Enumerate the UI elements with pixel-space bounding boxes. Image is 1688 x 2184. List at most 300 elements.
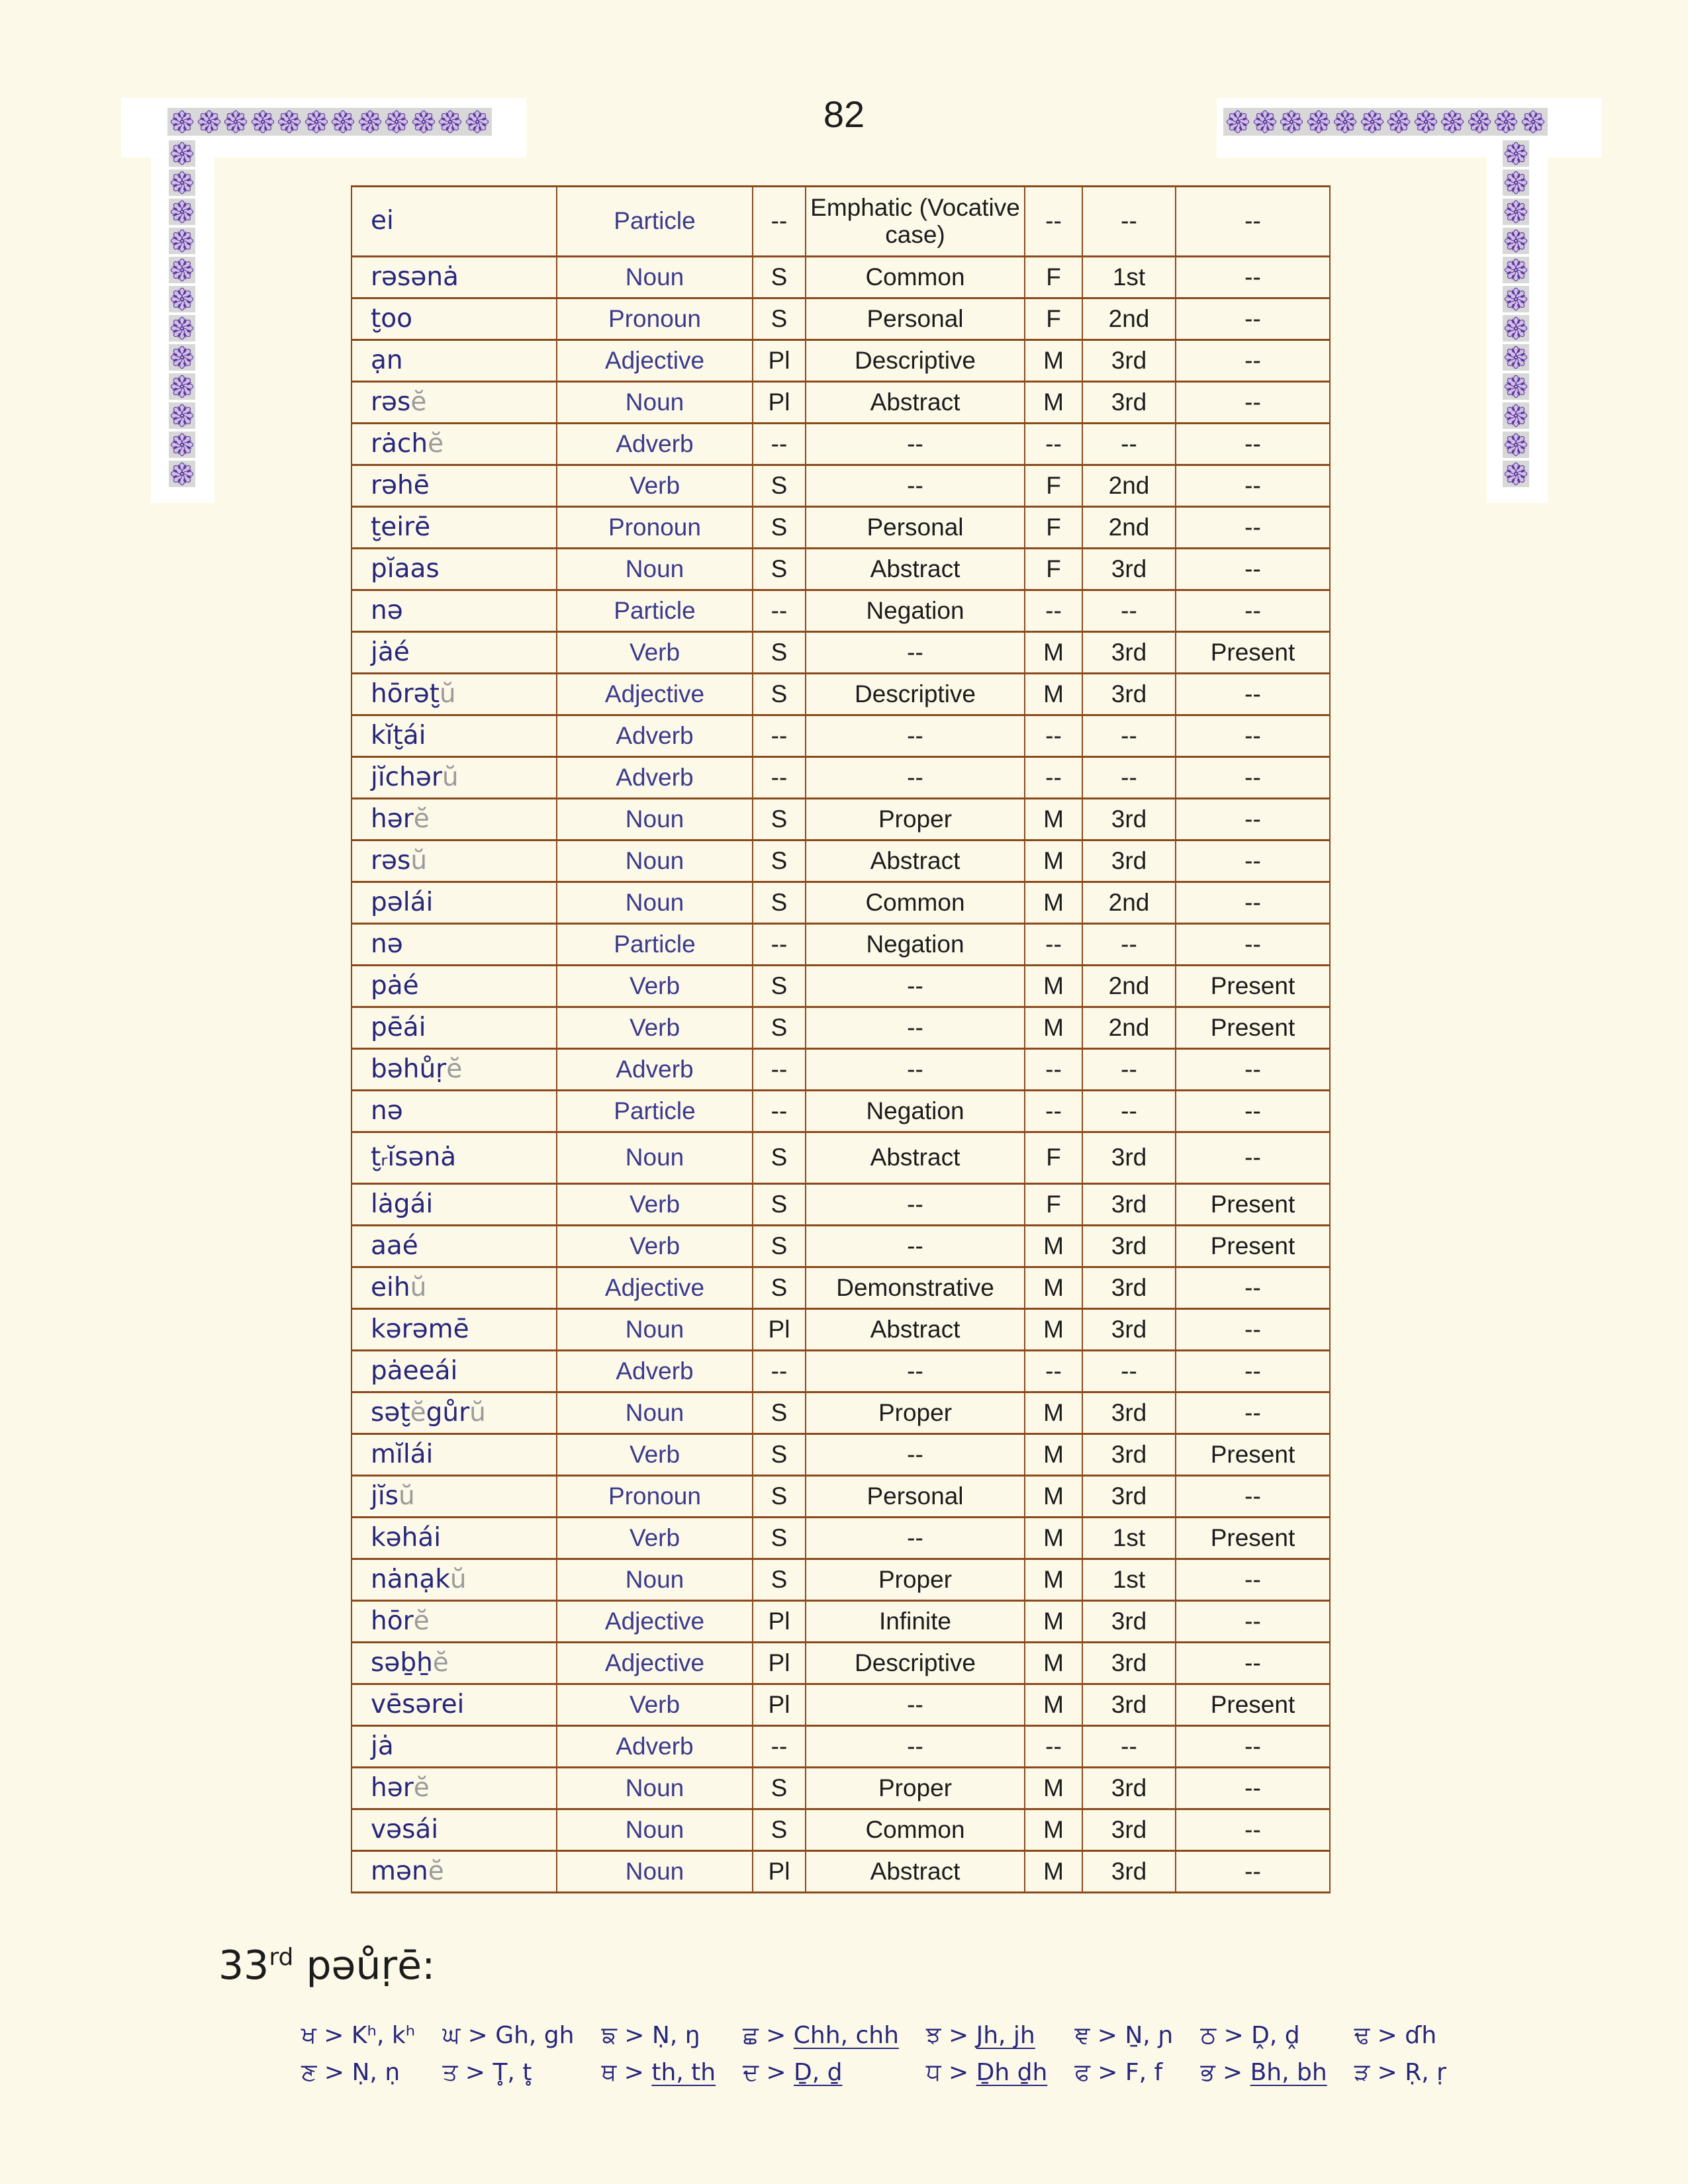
gender-cell: M <box>1025 1392 1082 1434</box>
tense-cell: -- <box>1176 1267 1330 1309</box>
type-cell: Abstract <box>806 1309 1025 1351</box>
gender-cell: F <box>1025 257 1082 298</box>
type-cell: -- <box>806 1518 1025 1559</box>
type-cell: -- <box>806 1049 1025 1091</box>
table-row <box>352 549 1330 590</box>
word-segment: nə <box>371 1095 403 1126</box>
pos-cell: Adverb <box>557 1726 753 1768</box>
gurmukhi-letter: ਙ > <box>601 2022 652 2049</box>
tense-cell: -- <box>1176 257 1330 298</box>
flower-ornament <box>1503 315 1529 341</box>
mapping-entry <box>743 2059 899 2087</box>
latin-transliteration: Ḏh ḏh <box>976 2059 1048 2086</box>
mapping-entry <box>601 2059 716 2087</box>
pos-cell: Pronoun <box>557 507 753 549</box>
word-segment: rəhē <box>371 470 430 500</box>
type-cell: Personal <box>806 298 1025 340</box>
table-row <box>352 1351 1330 1392</box>
type-cell: Infinite <box>806 1601 1025 1643</box>
type-cell: -- <box>806 1184 1025 1226</box>
mapping-entry <box>601 2022 716 2050</box>
type-cell: Negation <box>806 924 1025 966</box>
table-row <box>352 799 1330 841</box>
gender-cell: M <box>1025 841 1082 882</box>
tense-cell: -- <box>1176 507 1330 549</box>
latin-transliteration: F, f <box>1125 2059 1163 2086</box>
word-segment: kəhái <box>371 1522 442 1553</box>
mapping-entry <box>1200 2059 1327 2087</box>
pos-cell: Particle <box>557 924 753 966</box>
type-cell: -- <box>806 1226 1025 1267</box>
flower-ornament <box>1503 199 1529 225</box>
gender-cell: -- <box>1025 715 1082 757</box>
latin-transliteration: Jh, jh <box>976 2022 1035 2049</box>
gender-cell: M <box>1025 1226 1082 1267</box>
tense-cell: Present <box>1176 1434 1330 1476</box>
number-cell: S <box>753 1518 806 1559</box>
table-row <box>352 1518 1330 1559</box>
word-cell <box>352 1476 557 1518</box>
table-row <box>352 1851 1330 1893</box>
table-row <box>352 1267 1330 1309</box>
table-row <box>352 1643 1330 1684</box>
table-row <box>352 1132 1330 1184</box>
pos-cell: Verb <box>557 1518 753 1559</box>
word-segment: jĭs <box>371 1480 399 1511</box>
pos-cell: Noun <box>557 549 753 590</box>
pos-cell: Adjective <box>557 1267 753 1309</box>
person-cell: -- <box>1082 1726 1176 1768</box>
type-cell: -- <box>806 1684 1025 1726</box>
number-cell: S <box>753 1559 806 1601</box>
word-cell <box>352 590 557 632</box>
flower-icon <box>1504 345 1528 369</box>
pos-cell: Noun <box>557 1809 753 1851</box>
number-cell: -- <box>753 757 806 799</box>
gurmukhi-letter: ਣ > <box>301 2059 352 2086</box>
table-row <box>352 1601 1330 1643</box>
flower-icon <box>1504 462 1528 486</box>
word-segment: kərəmē <box>371 1314 469 1344</box>
table-row <box>352 507 1330 549</box>
word-segment: hər <box>371 1772 414 1803</box>
pos-cell: Noun <box>557 841 753 882</box>
person-cell: 2nd <box>1082 1007 1176 1049</box>
mapping-entry <box>1354 2059 1446 2087</box>
latin-transliteration: Ṉ, ɲ <box>1125 2022 1174 2049</box>
word-cell <box>352 340 557 382</box>
pos-cell: Adverb <box>557 757 753 799</box>
type-cell: Demonstrative <box>806 1267 1025 1309</box>
flower-border-left <box>169 140 197 487</box>
word-segment: sət̮ <box>371 1397 410 1428</box>
tense-cell: -- <box>1176 924 1330 966</box>
number-cell: S <box>753 1434 806 1476</box>
flower-icon <box>170 433 194 457</box>
pos-cell: Noun <box>557 882 753 924</box>
word-segment: t̮oo <box>371 303 413 334</box>
number-cell: S <box>753 1768 806 1809</box>
gender-cell: -- <box>1025 590 1082 632</box>
mapping-entry <box>1074 2022 1173 2050</box>
flower-ornament <box>1503 461 1529 487</box>
gurmukhi-letter: ਠ > <box>1200 2022 1252 2049</box>
tense-cell: -- <box>1176 1351 1330 1392</box>
gender-cell: M <box>1025 882 1082 924</box>
person-cell: 3rd <box>1082 1601 1176 1643</box>
pos-cell: Noun <box>557 1132 753 1184</box>
flower-ornament <box>1503 402 1529 429</box>
pos-cell: Adjective <box>557 340 753 382</box>
type-cell: Descriptive <box>806 340 1025 382</box>
mapping-entry <box>926 2022 1047 2050</box>
pos-cell: Adverb <box>557 1049 753 1091</box>
number-cell: S <box>753 465 806 507</box>
person-cell: 1st <box>1082 257 1176 298</box>
table-row <box>352 841 1330 882</box>
flower-icon <box>1504 171 1528 195</box>
type-cell: Common <box>806 882 1025 924</box>
gurmukhi-letter: ਝ > <box>925 2022 976 2049</box>
tense-cell: -- <box>1176 1643 1330 1684</box>
word-segment: pȧeeái <box>371 1355 458 1386</box>
latin-transliteration: T̥, t̥ <box>492 2059 532 2086</box>
number-cell: Pl <box>753 1601 806 1643</box>
tense-cell: Present <box>1176 1684 1330 1726</box>
person-cell: 2nd <box>1082 882 1176 924</box>
pos-cell: Adjective <box>557 1643 753 1684</box>
pos-cell: Noun <box>557 799 753 841</box>
tense-cell: -- <box>1176 187 1330 257</box>
word-cell <box>352 1392 557 1434</box>
table-row <box>352 424 1330 465</box>
word-silent-letter: ĕ <box>413 803 430 834</box>
latin-transliteration: Gh, gh <box>495 2022 575 2049</box>
type-cell: Abstract <box>806 1132 1025 1184</box>
table-row <box>352 1684 1330 1726</box>
word-segment: pȧé <box>371 970 419 1001</box>
person-cell: 3rd <box>1082 1476 1176 1518</box>
table-row <box>352 257 1330 298</box>
number-cell: S <box>753 882 806 924</box>
person-cell: 3rd <box>1082 1132 1176 1184</box>
person-cell: -- <box>1082 1091 1176 1132</box>
pos-cell: Pronoun <box>557 298 753 340</box>
word-cell <box>352 382 557 424</box>
tense-cell: Present <box>1176 1184 1330 1226</box>
type-cell: -- <box>806 632 1025 674</box>
word-cell <box>352 1267 557 1309</box>
gender-cell: -- <box>1025 1091 1082 1132</box>
word-segment: jĭchər <box>371 762 442 792</box>
pos-cell: Verb <box>557 1184 753 1226</box>
tense-cell: -- <box>1176 1049 1330 1091</box>
word-cell <box>352 1726 557 1768</box>
word-segment: nȧnạk <box>371 1564 450 1594</box>
gender-cell: -- <box>1025 924 1082 966</box>
pos-cell: Adverb <box>557 1351 753 1392</box>
pos-cell: Adverb <box>557 424 753 465</box>
person-cell: -- <box>1082 715 1176 757</box>
table-row <box>352 757 1330 799</box>
word-silent-letter: ŭ <box>469 1397 486 1428</box>
person-cell: 3rd <box>1082 1768 1176 1809</box>
word-segment: rəsənȧ <box>371 261 459 292</box>
tense-cell: -- <box>1176 549 1330 590</box>
number-cell: S <box>753 966 806 1007</box>
tense-cell: -- <box>1176 1476 1330 1518</box>
flower-ornament <box>169 199 195 225</box>
gender-cell: -- <box>1025 1351 1082 1392</box>
tense-cell: Present <box>1176 966 1330 1007</box>
type-cell: Descriptive <box>806 1643 1025 1684</box>
tense-cell: -- <box>1176 1392 1330 1434</box>
word-cell <box>352 1309 557 1351</box>
latin-transliteration: Ṇ, ṇ <box>352 2059 400 2086</box>
type-cell: Abstract <box>806 549 1025 590</box>
mapping-entry <box>743 2022 899 2050</box>
person-cell: 3rd <box>1082 799 1176 841</box>
word-segment: nə <box>371 929 403 959</box>
flower-icon <box>1504 258 1528 282</box>
tense-cell: -- <box>1176 382 1330 424</box>
word-cell <box>352 1132 557 1184</box>
flower-border-right <box>1503 140 1530 487</box>
word-segment: jȧé <box>371 637 410 667</box>
mapping-entry <box>926 2059 1047 2087</box>
flower-icon <box>170 462 194 486</box>
flower-ornament <box>1503 432 1529 458</box>
number-cell: -- <box>753 187 806 257</box>
table-row <box>352 632 1330 674</box>
person-cell: 3rd <box>1082 1184 1176 1226</box>
word-segment: jȧ <box>371 1731 394 1761</box>
flower-icon <box>1504 316 1528 340</box>
person-cell: -- <box>1082 757 1176 799</box>
number-cell: S <box>753 632 806 674</box>
word-segment: hər <box>371 803 414 834</box>
word-segment: lȧgái <box>371 1189 434 1219</box>
number-cell: S <box>753 1132 806 1184</box>
type-cell: -- <box>806 966 1025 1007</box>
gurmukhi-letter: ਭ > <box>1200 2059 1250 2086</box>
word-silent-letter: ĕ <box>428 428 444 459</box>
word-segment: ạn <box>371 345 403 375</box>
flower-icon <box>170 345 194 369</box>
number-cell: Pl <box>753 1851 806 1893</box>
word-segment: ei <box>371 206 394 236</box>
pauri-word: pəůṛē: <box>293 1942 436 1989</box>
tense-cell: -- <box>1176 799 1330 841</box>
flower-icon <box>1504 229 1528 253</box>
flower-ornament <box>169 373 195 400</box>
latin-transliteration: th, th <box>651 2059 716 2086</box>
flower-icon <box>170 171 194 195</box>
flower-ornament <box>169 140 195 167</box>
mapping-entry <box>301 2022 415 2050</box>
word-cell <box>352 1559 557 1601</box>
gender-cell: M <box>1025 1007 1082 1049</box>
type-cell: -- <box>806 1726 1025 1768</box>
word-segment: pēái <box>371 1012 426 1042</box>
word-cell <box>352 841 557 882</box>
table-row <box>352 1226 1330 1267</box>
gender-cell: M <box>1025 1267 1082 1309</box>
pos-cell: Noun <box>557 1392 753 1434</box>
person-cell: 2nd <box>1082 298 1176 340</box>
gurmukhi-letter: ਘ > <box>442 2022 496 2049</box>
table-row <box>352 1007 1330 1049</box>
gender-cell: M <box>1025 382 1082 424</box>
table-row <box>352 1049 1330 1091</box>
word-cell <box>352 924 557 966</box>
word-segment: bəhůṛ <box>371 1054 447 1084</box>
flower-ornament <box>169 257 195 283</box>
gurmukhi-letter: ਧ > <box>925 2059 976 2086</box>
person-cell: 3rd <box>1082 1309 1176 1351</box>
word-cell <box>352 757 557 799</box>
number-cell: S <box>753 1392 806 1434</box>
word-cell <box>352 1768 557 1809</box>
person-cell: 3rd <box>1082 674 1176 715</box>
type-cell: Abstract <box>806 1851 1025 1893</box>
table-row <box>352 298 1330 340</box>
word-silent-letter: ĕ <box>446 1054 463 1084</box>
gender-cell: M <box>1025 1643 1082 1684</box>
word-segment: aaé <box>371 1230 418 1261</box>
word-segment: t̮eirē <box>371 512 431 542</box>
type-cell: Abstract <box>806 841 1025 882</box>
number-cell: S <box>753 1184 806 1226</box>
flower-ornament <box>1503 228 1529 254</box>
gurmukhi-letter: ਞ > <box>1074 2022 1125 2049</box>
gurmukhi-letter: ਖ > <box>301 2022 352 2049</box>
flower-icon <box>170 375 194 398</box>
number-cell: S <box>753 1226 806 1267</box>
mapping-entry <box>1074 2059 1173 2087</box>
word-cell <box>352 1007 557 1049</box>
flower-ornament <box>169 228 195 254</box>
gurmukhi-letter: ਤ > <box>442 2059 493 2086</box>
word-cell <box>352 1809 557 1851</box>
word-cell <box>352 674 557 715</box>
word-segment: nə <box>371 595 403 625</box>
word-silent-letter: ŭ <box>399 1480 415 1511</box>
flower-ornament <box>1503 344 1529 371</box>
number-cell: S <box>753 1809 806 1851</box>
tense-cell: -- <box>1176 1809 1330 1851</box>
pos-cell: Verb <box>557 1226 753 1267</box>
mapping-entry <box>1354 2022 1446 2050</box>
gender-cell: -- <box>1025 424 1082 465</box>
latin-transliteration: Kʰ, kʰ <box>351 2022 416 2049</box>
table-row <box>352 924 1330 966</box>
table-row <box>352 340 1330 382</box>
gender-cell: M <box>1025 1851 1082 1893</box>
pos-cell: Noun <box>557 257 753 298</box>
word-cell <box>352 1434 557 1476</box>
pos-cell: Verb <box>557 1007 753 1049</box>
tense-cell: Present <box>1176 1518 1330 1559</box>
tense-cell: -- <box>1176 674 1330 715</box>
grammar-table <box>351 185 1331 1893</box>
person-cell: 3rd <box>1082 632 1176 674</box>
word-cell <box>352 257 557 298</box>
gurmukhi-letter: ਦ > <box>743 2059 794 2086</box>
pos-cell: Verb <box>557 632 753 674</box>
person-cell: 3rd <box>1082 1434 1176 1476</box>
person-cell: -- <box>1082 1351 1176 1392</box>
tense-cell: -- <box>1176 340 1330 382</box>
table-row <box>352 1184 1330 1226</box>
flower-icon <box>170 142 194 165</box>
flower-ornament <box>169 169 195 196</box>
tense-cell: -- <box>1176 715 1330 757</box>
gender-cell: M <box>1025 1559 1082 1601</box>
tense-cell: -- <box>1176 1726 1330 1768</box>
type-cell: -- <box>806 1351 1025 1392</box>
pos-cell: Particle <box>557 1091 753 1132</box>
tense-cell: -- <box>1176 298 1330 340</box>
number-cell: S <box>753 257 806 298</box>
word-segment: hōrət̮ <box>371 678 440 709</box>
number-cell: Pl <box>753 1309 806 1351</box>
person-cell: 3rd <box>1082 841 1176 882</box>
gurmukhi-letter: ਥ > <box>601 2059 652 2086</box>
person-cell: -- <box>1082 424 1176 465</box>
flower-icon <box>1504 200 1528 224</box>
pos-cell: Noun <box>557 382 753 424</box>
latin-transliteration: ɗh <box>1405 2022 1437 2049</box>
number-cell: -- <box>753 924 806 966</box>
flower-ornament <box>169 432 195 458</box>
table-row <box>352 1476 1330 1518</box>
pos-cell: Particle <box>557 590 753 632</box>
table-row <box>352 966 1330 1007</box>
word-segment: t̮ᵣĭsənȧ <box>371 1142 457 1173</box>
latin-transliteration: Bh, bh <box>1250 2059 1327 2086</box>
number-cell: -- <box>753 424 806 465</box>
pos-cell: Verb <box>557 1684 753 1726</box>
gender-cell: M <box>1025 1434 1082 1476</box>
word-segment: vēsərei <box>371 1689 465 1719</box>
tense-cell: Present <box>1176 1226 1330 1267</box>
latin-transliteration: Ṛ, ṛ <box>1405 2059 1446 2086</box>
tense-cell: -- <box>1176 1091 1330 1132</box>
word-segment: pəlái <box>371 887 434 917</box>
word-segment: eih <box>371 1272 410 1302</box>
table-row <box>352 1392 1330 1434</box>
latin-transliteration: Ḏ, ḏ <box>794 2059 843 2086</box>
table-row <box>352 882 1330 924</box>
word-silent-letter: ŭ <box>449 1564 467 1594</box>
gender-cell: F <box>1025 549 1082 590</box>
gender-cell: M <box>1025 1309 1082 1351</box>
gender-cell: F <box>1025 465 1082 507</box>
person-cell: -- <box>1082 590 1176 632</box>
word-cell <box>352 1684 557 1726</box>
gender-cell: M <box>1025 1476 1082 1518</box>
flower-ornament <box>169 315 195 341</box>
number-cell: -- <box>753 1351 806 1392</box>
word-segment: gůr <box>426 1397 470 1428</box>
person-cell: 3rd <box>1082 340 1176 382</box>
table-row <box>352 1559 1330 1601</box>
word-cell <box>352 1049 557 1091</box>
word-segment: səḇẖ <box>371 1647 433 1678</box>
word-silent-letter: ŭ <box>442 762 459 792</box>
number-cell: -- <box>753 715 806 757</box>
